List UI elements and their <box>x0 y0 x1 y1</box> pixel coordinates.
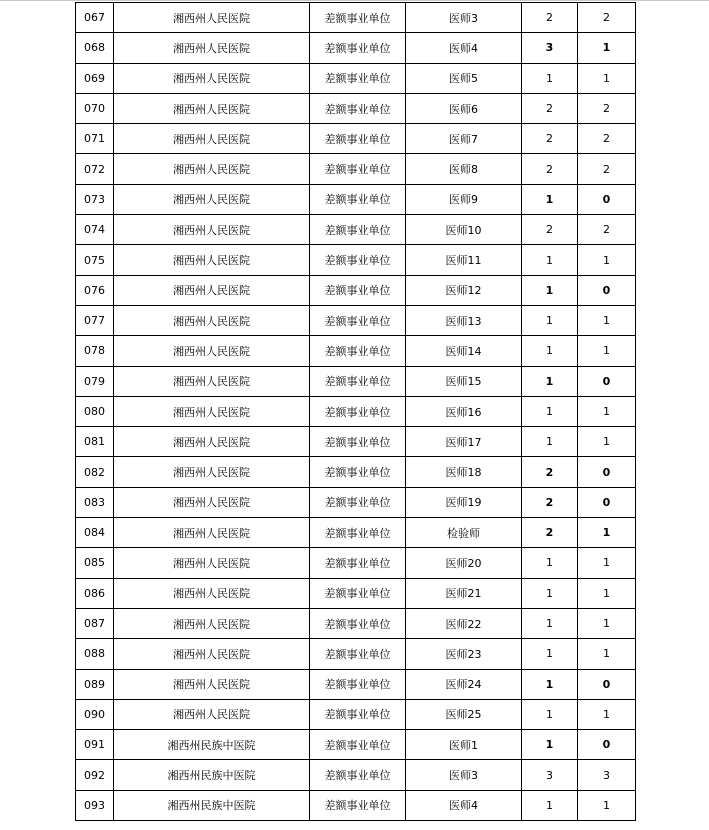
count-a-cell: 1 <box>522 184 578 214</box>
table-row <box>76 578 636 608</box>
row-number-cell: 076 <box>76 275 114 305</box>
count-b-cell: 1 <box>578 578 636 608</box>
row-number-cell: 091 <box>76 730 114 760</box>
table-row <box>76 245 636 275</box>
unit-type-cell: 差额事业单位 <box>310 215 406 245</box>
count-b-cell: 0 <box>578 487 636 517</box>
count-b-cell: 0 <box>578 366 636 396</box>
post-name-cell: 医师9 <box>406 184 522 214</box>
post-name-cell: 医师15 <box>406 366 522 396</box>
unit-type-cell: 差额事业单位 <box>310 396 406 426</box>
count-b-cell: 1 <box>578 336 636 366</box>
table-row <box>76 669 636 699</box>
hospital-cell: 湘西州人民医院 <box>114 63 310 93</box>
hospital-cell: 湘西州人民医院 <box>114 699 310 729</box>
count-b-cell: 0 <box>578 184 636 214</box>
row-number-cell: 086 <box>76 578 114 608</box>
hospital-cell: 湘西州人民医院 <box>114 245 310 275</box>
count-a-cell: 1 <box>522 245 578 275</box>
post-name-cell: 医师7 <box>406 124 522 154</box>
table-row <box>76 427 636 457</box>
unit-type-cell: 差额事业单位 <box>310 578 406 608</box>
post-name-cell: 医师10 <box>406 215 522 245</box>
hospital-cell: 湘西州人民医院 <box>114 215 310 245</box>
table-row <box>76 124 636 154</box>
post-name-cell: 医师14 <box>406 336 522 366</box>
table-row <box>76 760 636 790</box>
unit-type-cell: 差额事业单位 <box>310 184 406 214</box>
post-name-cell: 医师16 <box>406 396 522 426</box>
row-number-cell: 080 <box>76 396 114 426</box>
count-a-cell: 2 <box>522 3 578 33</box>
table-row <box>76 336 636 366</box>
row-number-cell: 088 <box>76 639 114 669</box>
count-a-cell: 2 <box>522 154 578 184</box>
count-b-cell: 1 <box>578 63 636 93</box>
hospital-cell: 湘西州人民医院 <box>114 336 310 366</box>
count-a-cell: 1 <box>522 366 578 396</box>
table-row <box>76 33 636 63</box>
unit-type-cell: 差额事业单位 <box>310 760 406 790</box>
unit-type-cell: 差额事业单位 <box>310 730 406 760</box>
count-a-cell: 1 <box>522 548 578 578</box>
table-row <box>76 184 636 214</box>
unit-type-cell: 差额事业单位 <box>310 639 406 669</box>
count-a-cell: 1 <box>522 669 578 699</box>
count-a-cell: 2 <box>522 487 578 517</box>
positions-table <box>75 2 636 821</box>
post-name-cell: 医师13 <box>406 305 522 335</box>
row-number-cell: 087 <box>76 608 114 638</box>
count-b-cell: 1 <box>578 396 636 426</box>
count-b-cell: 1 <box>578 699 636 729</box>
count-b-cell: 3 <box>578 760 636 790</box>
row-number-cell: 084 <box>76 518 114 548</box>
count-a-cell: 2 <box>522 215 578 245</box>
count-a-cell: 1 <box>522 608 578 638</box>
count-a-cell: 1 <box>522 63 578 93</box>
table-row <box>76 3 636 33</box>
count-b-cell: 0 <box>578 730 636 760</box>
row-number-cell: 083 <box>76 487 114 517</box>
count-b-cell: 1 <box>578 305 636 335</box>
table-row <box>76 790 636 820</box>
row-number-cell: 085 <box>76 548 114 578</box>
hospital-cell: 湘西州人民医院 <box>114 518 310 548</box>
table-row <box>76 699 636 729</box>
count-b-cell: 2 <box>578 215 636 245</box>
hospital-cell: 湘西州人民医院 <box>114 639 310 669</box>
post-name-cell: 医师4 <box>406 33 522 63</box>
count-b-cell: 1 <box>578 518 636 548</box>
count-a-cell: 1 <box>522 730 578 760</box>
table-row <box>76 608 636 638</box>
hospital-cell: 湘西州民族中医院 <box>114 790 310 820</box>
hospital-cell: 湘西州人民医院 <box>114 366 310 396</box>
post-name-cell: 医师3 <box>406 3 522 33</box>
post-name-cell: 医师12 <box>406 275 522 305</box>
post-name-cell: 医师18 <box>406 457 522 487</box>
row-number-cell: 073 <box>76 184 114 214</box>
table-row <box>76 548 636 578</box>
post-name-cell: 医师8 <box>406 154 522 184</box>
table-row <box>76 93 636 123</box>
post-name-cell: 医师19 <box>406 487 522 517</box>
unit-type-cell: 差额事业单位 <box>310 487 406 517</box>
row-number-cell: 093 <box>76 790 114 820</box>
hospital-cell: 湘西州人民医院 <box>114 275 310 305</box>
hospital-cell: 湘西州人民医院 <box>114 33 310 63</box>
table-row <box>76 275 636 305</box>
count-b-cell: 1 <box>578 245 636 275</box>
table-row <box>76 396 636 426</box>
hospital-cell: 湘西州人民医院 <box>114 93 310 123</box>
count-b-cell: 2 <box>578 3 636 33</box>
count-b-cell: 2 <box>578 154 636 184</box>
row-number-cell: 090 <box>76 699 114 729</box>
hospital-cell: 湘西州人民医院 <box>114 578 310 608</box>
unit-type-cell: 差额事业单位 <box>310 457 406 487</box>
unit-type-cell: 差额事业单位 <box>310 33 406 63</box>
post-name-cell: 医师4 <box>406 790 522 820</box>
count-a-cell: 1 <box>522 427 578 457</box>
row-number-cell: 072 <box>76 154 114 184</box>
unit-type-cell: 差额事业单位 <box>310 669 406 699</box>
row-number-cell: 079 <box>76 366 114 396</box>
count-b-cell: 1 <box>578 548 636 578</box>
count-a-cell: 2 <box>522 93 578 123</box>
unit-type-cell: 差额事业单位 <box>310 154 406 184</box>
unit-type-cell: 差额事业单位 <box>310 336 406 366</box>
table-row <box>76 154 636 184</box>
count-b-cell: 1 <box>578 608 636 638</box>
post-name-cell: 医师5 <box>406 63 522 93</box>
count-b-cell: 1 <box>578 790 636 820</box>
hospital-cell: 湘西州民族中医院 <box>114 760 310 790</box>
hospital-cell: 湘西州人民医院 <box>114 669 310 699</box>
table-row <box>76 730 636 760</box>
count-a-cell: 1 <box>522 578 578 608</box>
hospital-cell: 湘西州人民医院 <box>114 487 310 517</box>
unit-type-cell: 差额事业单位 <box>310 548 406 578</box>
hospital-cell: 湘西州人民医院 <box>114 457 310 487</box>
count-a-cell: 1 <box>522 790 578 820</box>
post-name-cell: 医师23 <box>406 639 522 669</box>
count-a-cell: 1 <box>522 275 578 305</box>
table-row <box>76 215 636 245</box>
hospital-cell: 湘西州人民医院 <box>114 124 310 154</box>
count-a-cell: 2 <box>522 457 578 487</box>
post-name-cell: 医师11 <box>406 245 522 275</box>
count-b-cell: 0 <box>578 457 636 487</box>
post-name-cell: 医师24 <box>406 669 522 699</box>
post-name-cell: 医师22 <box>406 608 522 638</box>
count-a-cell: 1 <box>522 396 578 426</box>
post-name-cell: 检验师 <box>406 518 522 548</box>
count-b-cell: 1 <box>578 33 636 63</box>
count-a-cell: 2 <box>522 518 578 548</box>
row-number-cell: 068 <box>76 33 114 63</box>
positions-table-body <box>76 3 636 821</box>
unit-type-cell: 差额事业单位 <box>310 608 406 638</box>
count-a-cell: 1 <box>522 639 578 669</box>
count-a-cell: 3 <box>522 760 578 790</box>
unit-type-cell: 差额事业单位 <box>310 93 406 123</box>
count-b-cell: 1 <box>578 427 636 457</box>
page-top-divider <box>0 0 709 1</box>
table-row <box>76 63 636 93</box>
post-name-cell: 医师20 <box>406 548 522 578</box>
hospital-cell: 湘西州人民医院 <box>114 608 310 638</box>
table-row <box>76 639 636 669</box>
table-row <box>76 457 636 487</box>
unit-type-cell: 差额事业单位 <box>310 366 406 396</box>
post-name-cell: 医师6 <box>406 93 522 123</box>
count-a-cell: 3 <box>522 33 578 63</box>
unit-type-cell: 差额事业单位 <box>310 699 406 729</box>
row-number-cell: 071 <box>76 124 114 154</box>
count-b-cell: 2 <box>578 93 636 123</box>
count-b-cell: 0 <box>578 669 636 699</box>
row-number-cell: 075 <box>76 245 114 275</box>
hospital-cell: 湘西州民族中医院 <box>114 730 310 760</box>
unit-type-cell: 差额事业单位 <box>310 124 406 154</box>
hospital-cell: 湘西州人民医院 <box>114 3 310 33</box>
row-number-cell: 092 <box>76 760 114 790</box>
table-row <box>76 518 636 548</box>
row-number-cell: 089 <box>76 669 114 699</box>
hospital-cell: 湘西州人民医院 <box>114 427 310 457</box>
post-name-cell: 医师1 <box>406 730 522 760</box>
count-a-cell: 1 <box>522 699 578 729</box>
row-number-cell: 082 <box>76 457 114 487</box>
hospital-cell: 湘西州人民医院 <box>114 396 310 426</box>
table-row <box>76 366 636 396</box>
unit-type-cell: 差额事业单位 <box>310 305 406 335</box>
unit-type-cell: 差额事业单位 <box>310 275 406 305</box>
row-number-cell: 074 <box>76 215 114 245</box>
hospital-cell: 湘西州人民医院 <box>114 548 310 578</box>
unit-type-cell: 差额事业单位 <box>310 245 406 275</box>
unit-type-cell: 差额事业单位 <box>310 63 406 93</box>
table-row <box>76 305 636 335</box>
count-a-cell: 1 <box>522 305 578 335</box>
unit-type-cell: 差额事业单位 <box>310 427 406 457</box>
unit-type-cell: 差额事业单位 <box>310 790 406 820</box>
table-row <box>76 487 636 517</box>
row-number-cell: 077 <box>76 305 114 335</box>
hospital-cell: 湘西州人民医院 <box>114 305 310 335</box>
count-b-cell: 0 <box>578 275 636 305</box>
row-number-cell: 069 <box>76 63 114 93</box>
hospital-cell: 湘西州人民医院 <box>114 154 310 184</box>
unit-type-cell: 差额事业单位 <box>310 518 406 548</box>
row-number-cell: 081 <box>76 427 114 457</box>
count-a-cell: 2 <box>522 124 578 154</box>
count-b-cell: 1 <box>578 639 636 669</box>
row-number-cell: 078 <box>76 336 114 366</box>
post-name-cell: 医师21 <box>406 578 522 608</box>
count-b-cell: 2 <box>578 124 636 154</box>
count-a-cell: 1 <box>522 336 578 366</box>
post-name-cell: 医师17 <box>406 427 522 457</box>
row-number-cell: 067 <box>76 3 114 33</box>
post-name-cell: 医师25 <box>406 699 522 729</box>
hospital-cell: 湘西州人民医院 <box>114 184 310 214</box>
unit-type-cell: 差额事业单位 <box>310 3 406 33</box>
post-name-cell: 医师3 <box>406 760 522 790</box>
row-number-cell: 070 <box>76 93 114 123</box>
